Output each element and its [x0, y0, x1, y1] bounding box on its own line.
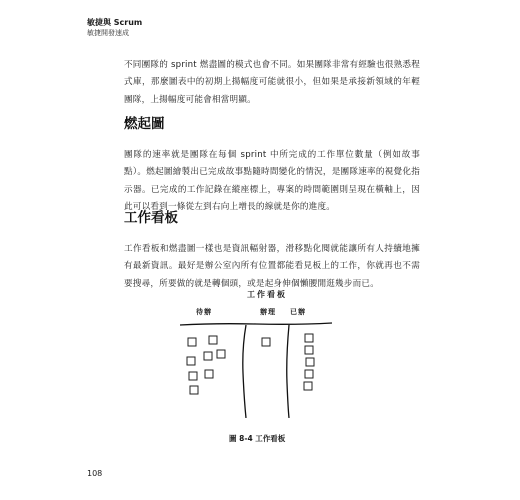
kanban-board-figure [176, 288, 336, 418]
done-card [306, 358, 314, 366]
todo-card [209, 336, 217, 344]
todo-card [188, 338, 196, 346]
done-card [305, 334, 313, 342]
done-card [305, 346, 313, 354]
todo-card [205, 370, 213, 378]
page-number: 108 [87, 469, 103, 478]
column-divider-left [243, 325, 246, 418]
column-label-todo: 待辦 [196, 307, 212, 316]
board-header-line [180, 323, 332, 325]
column-label-doing: 辦理 [260, 307, 276, 316]
todo-card [190, 386, 198, 394]
paragraph-burndown-patterns: 不同團隊的 sprint 燃盡圖的模式也會不同。如果團隊非常有經驗也很熟悉程式庫，那麼圖表中的初期上揚幅度可能就很小，但如果是承接新領域的年輕團隊，上揚幅度可能會相當明顯。 [124, 59, 420, 105]
todo-card [187, 357, 195, 365]
section-heading-kanban: 工作看板 [124, 210, 178, 226]
running-header [87, 17, 142, 38]
book-subtitle: 敏捷開發速成 [87, 29, 129, 37]
todo-card [189, 372, 197, 380]
column-label-done: 已辦 [290, 307, 306, 316]
section-heading-burnup: 燃起圖 [124, 116, 165, 132]
doing-card [262, 338, 270, 346]
todo-card [217, 350, 225, 358]
book-title: 敏捷與 Scrum [87, 18, 143, 27]
todo-card [204, 352, 212, 360]
figure-caption: 圖 8-4 工作看板 [229, 434, 286, 443]
column-divider-right [287, 325, 289, 418]
done-card [304, 382, 312, 390]
done-card [305, 370, 313, 378]
paragraph-kanban: 工作看板和燃盡圖一樣也是資訊輻射器，滑移點化閱就能讓所有人持續地擁有最新資訊。最好是辦公室內所有位置都能看見板上的工作，你就再也不需要搜尋，所要做的就是轉個頭，或是起身伸個懶腰閒逛幾步而已。 [124, 243, 420, 289]
paragraph-burnup: 團隊的速率就是團隊在每個 sprint 中所完成的工作單位數量（例如故事點）。燃起圖繪製出已完成故事點隨時間變化的情況，是團隊速率的視覺化指示器。已完成的工作記錄在縱座標上，專案的時間範圍則呈現在橫軸上，因此可以看到一條從左到右向上增長的線就是你的進度。 [124, 149, 420, 213]
figure-title: 工作看板 [247, 289, 287, 299]
